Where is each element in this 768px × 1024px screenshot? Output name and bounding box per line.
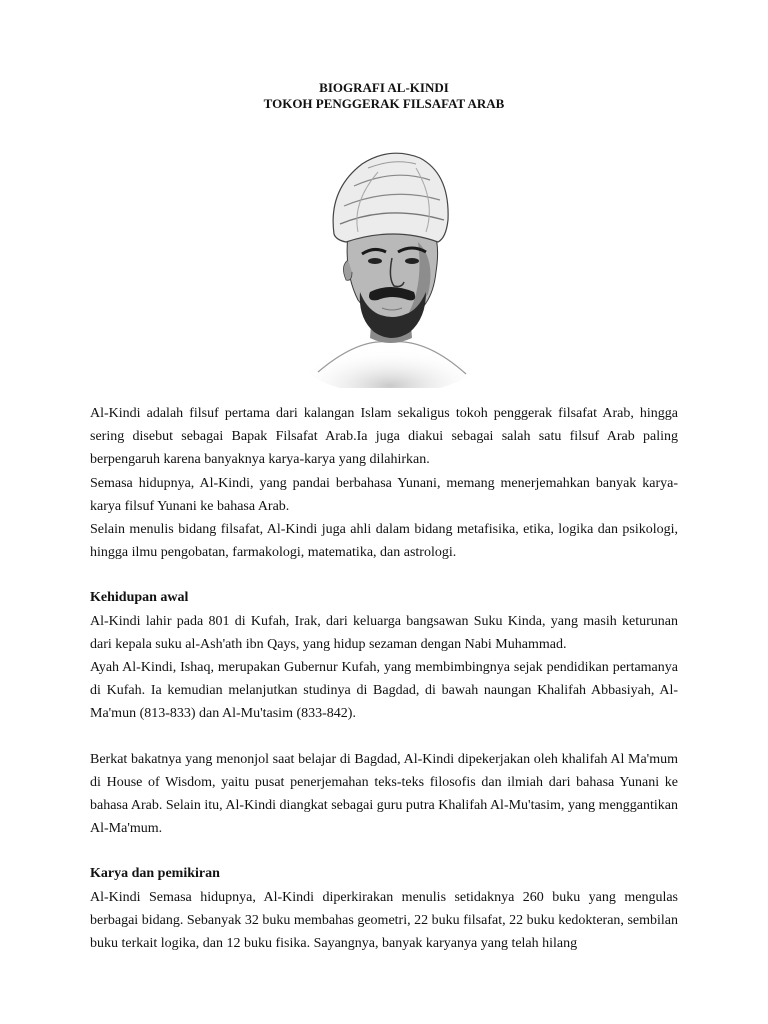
portrait-image: [298, 142, 474, 388]
title-line-2: TOKOH PENGGERAK FILSAFAT ARAB: [263, 96, 505, 111]
title-line-1: BIOGRAFI AL-KINDI: [319, 80, 449, 95]
early-life-paragraph-2: Ayah Al-Kindi, Ishaq, merupakan Gubernur Kufah, yang membimbingnya sejak pendidikan pertamanya di Kufah. Ia kemudian melanjutkan studinya di Bagdad, di bawah naungan Khalifah Abbasiyah, Al-Ma'mun (813-833) dan Al-Mu'tasim (833-842).: [90, 660, 678, 722]
intro-paragraph-1: Al-Kindi adalah filsuf pertama dari kalangan Islam sekaligus tokoh penggerak filsafat Arab, hingga sering disebut sebagai Bapak Filsafat Arab.Ia juga diakui sebagai salah satu filsuf Arab paling berpengaruh karena banyaknya karya-karya yang dilahirkan.: [90, 406, 678, 468]
document-title: [0, 80, 768, 112]
document-body: [90, 402, 678, 955]
section-heading-works: Karya dan pemikiran: [90, 866, 220, 882]
early-life-paragraph-1: Al-Kindi lahir pada 801 di Kufah, Irak, dari keluarga bangsawan Suku Kinda, yang masih keturunan dari kepala suku al-Ash'ath ibn Qays, yang hidup sezaman dengan Nabi Muhammad.: [90, 613, 678, 652]
intro-paragraph-3: Selain menulis bidang filsafat, Al-Kindi juga ahli dalam bidang metafisika, etika, logika dan psikologi, hingga ilmu pengobatan, farmakologi, matematika, dan astrologi.: [90, 522, 678, 561]
section-heading-early-life: Kehidupan awal: [90, 590, 189, 606]
early-life-paragraph-3: Berkat bakatnya yang menonjol saat belajar di Bagdad, Al-Kindi dipekerjakan oleh khalifah Al Ma'mum di House of Wisdom, yaitu pusat penerjemahan teks-teks filosofis dan ilmiah dari bahasa Yunani ke bahasa Arab. Selain itu, Al-Kindi diangkat sebagai guru putra Khalifah Al-Mu'tasim, yang menggantikan Al-Ma'mum.: [90, 751, 678, 837]
works-paragraph-1: Al-Kindi Semasa hidupnya, Al-Kindi diperkirakan menulis setidaknya 260 buku yang mengulas berbagai bidang. Sebanyak 32 buku membahas geometri, 22 buku filsafat, 22 buku kedokteran, sembilan buku terkait logika, dan 12 buku fisika. Sayangnya, banyak karyanya yang telah hilang: [90, 889, 678, 952]
intro-paragraph-2: Semasa hidupnya, Al-Kindi, yang pandai berbahasa Yunani, memang menerjemahkan banyak karya-karya filsuf Yunani ke bahasa Arab.: [90, 475, 678, 514]
